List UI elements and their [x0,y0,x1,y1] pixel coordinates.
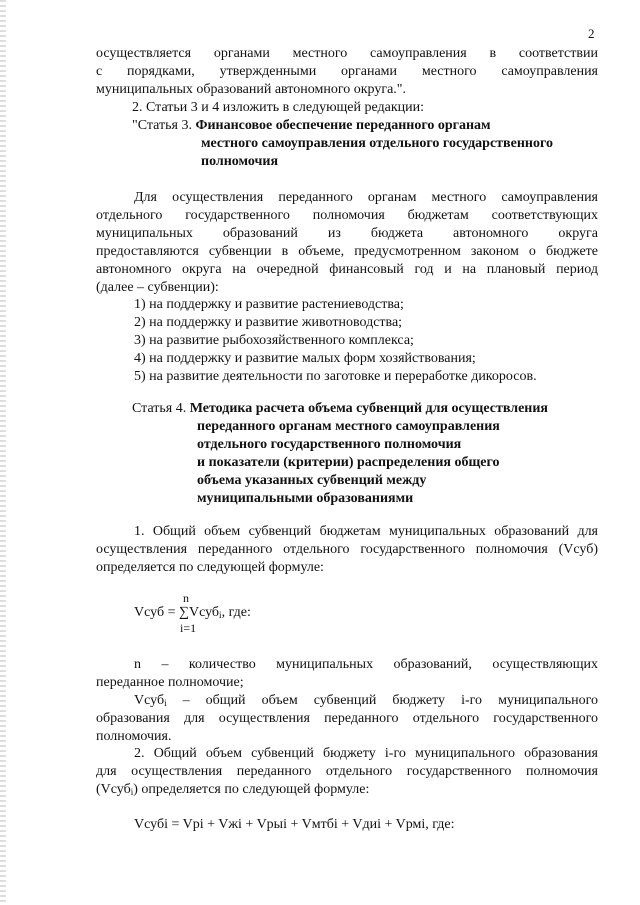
intro-line: осуществляется органами местного самоуправления в соответствии [96,46,598,61]
scan-edge [0,0,6,905]
list-item: 2) на поддержку и развитие животноводства; [134,315,403,330]
item-2: 2. Статьи 3 и 4 изложить в следующей редакции: [132,100,425,115]
art3-body: муниципальных образований из бюджета автономного округа [96,226,598,241]
art4-title: отдельного государственного полномочия [197,437,462,452]
art4-p1: определяется по следующей формуле: [96,560,324,575]
list-item: 4) на поддержку и развитие малых форм хозяйствования; [134,351,476,366]
art3-body: отдельного государственного полномочия бюджетам соответствующих [96,208,598,223]
art4-title: переданного органам местного самоуправления [197,419,500,434]
art3-body: предоставляются субвенции в объеме, предусмотренном законом о бюджете [96,244,598,259]
art3-title: полномочия [201,154,279,169]
art4-heading [132,400,634,417]
art3-body: Для осуществления переданного органам местного самоуправления [134,190,598,205]
art4-prefix: Статья 4. [132,401,187,416]
art4-p1: 1. Общий объем субвенций бюджетам муниципальных образований для [134,524,598,539]
art4-title: и показатели (критерии) распределения общего [197,455,500,470]
v-def: Vсуб$_i$ – общий объем субвенций бюджету i-го муниципального [134,693,598,708]
art3-body: (далее – субвенции): [96,280,219,295]
art3-title: Финансовое обеспечение переданного органам [195,118,491,133]
n-def: переданное полномочие; [96,675,244,690]
art4-title: муниципальными образованиями [197,491,414,506]
formula1-tail: , где: [221,605,251,620]
formula2: Vсубi = Vрi + Vжi + Vрыi + Vмтбi + Vдиi + Vрмi, где: [134,817,455,832]
art4-title: Методика расчета объема субвенций для осуществления [189,401,549,416]
art3-heading [132,117,634,134]
art4-p2: (Vсуб$_i$) определяется по следующей формуле: [96,782,370,797]
art4-p1: осуществления переданного отдельного государственного полномочия (Vсуб) [96,542,598,557]
intro-line: с порядками, утвержденными органами местного самоуправления [96,64,598,79]
formula1-bottom: i=1 [180,621,197,635]
art4-p2: 2. Общий объем субвенций бюджету i-го муниципального образования [134,746,598,761]
list-item: 3) на развитие рыбохозяйственного комплекса; [134,333,414,348]
page-number: 2 [588,26,595,41]
formula1-main: Vсуб = ∑Vсуб [134,605,220,620]
n-def: n – количество муниципальных образований, осуществляющих [134,657,598,672]
art4-title: объема указанных субвенций между [197,473,427,488]
v-def: образования для осуществления переданного отдельного государственного [96,711,598,726]
list-item: 5) на развитие деятельности по заготовке и переработке дикоросов. [134,369,537,384]
intro-line: муниципальных образований автономного округа.". [96,82,406,97]
art3-body: автономного округа на очередной финансовый год и на плановый период [96,262,598,277]
v-def: полномочия. [96,729,172,744]
formula1-sub: i [219,610,222,620]
art3-title: местного самоуправления отдельного государственного [201,136,553,151]
formula1-top: n [183,591,189,605]
art4-p2: для осуществления переданного отдельного государственного полномочия [96,764,598,779]
art3-prefix: "Статья 3. [132,118,192,133]
list-item: 1) на поддержку и развитие растениеводства; [134,297,404,312]
